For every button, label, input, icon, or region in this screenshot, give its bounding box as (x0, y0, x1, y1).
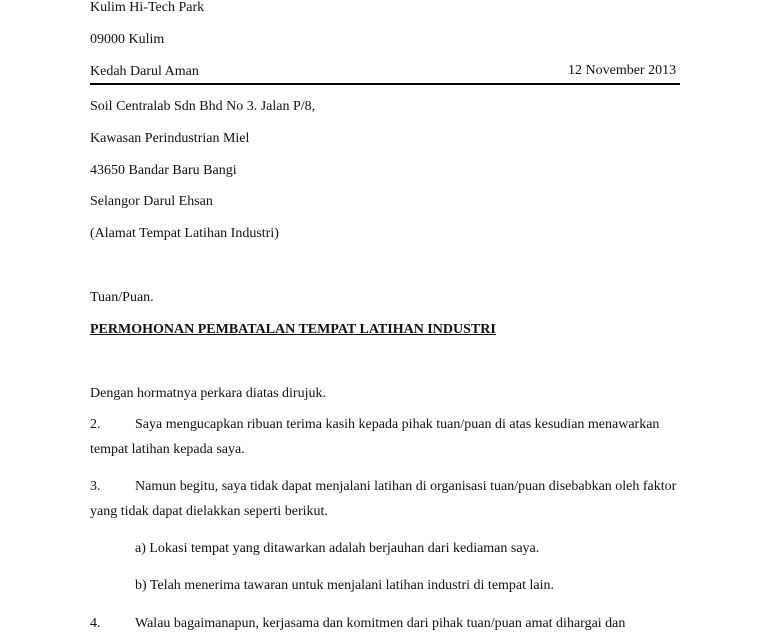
letter-date: 12 November 2013 (568, 63, 677, 78)
recipient-address-line-1: Soil Centralab Sdn Bhd No 3. Jalan P/8, (90, 99, 316, 114)
recipient-address-line-3: 43650 Bandar Baru Bangi (90, 163, 237, 178)
recipient-address-line-2: Kawasan Perindustrian Miel (90, 131, 250, 146)
salutation: Tuan/Puan. (90, 290, 154, 305)
recipient-address-line-4: Selangor Darul Ehsan (90, 194, 213, 209)
paragraph-3-text: Namun begitu, saya tidak dapat menjalani latihan di organisasi tuan/puan disebabkan oleh faktor (135, 479, 677, 494)
paragraph-4-number: 4. (90, 616, 101, 631)
reason-b: b) Telah menerima tawaran untuk menjalani latihan industri di tempat lain. (135, 578, 555, 593)
header-divider (90, 83, 680, 85)
paragraph-4-text: Walau bagaimanapun, kerjasama dan komitmen dari pihak tuan/puan amat dihargai dan (135, 616, 626, 631)
paragraph-3-continuation: yang tidak dapat dielakkan seperti berikut. (90, 504, 328, 519)
paragraph-2-number: 2. (90, 417, 101, 432)
paragraph-2-continuation: tempat latihan kepada saya. (90, 442, 245, 457)
reason-a: a) Lokasi tempat yang ditawarkan adalah berjauhan dari kediaman saya. (135, 541, 540, 556)
paragraph-3-number: 3. (90, 479, 101, 494)
sender-address-line-3: Kedah Darul Aman (90, 64, 199, 79)
opening-line: Dengan hormatnya perkara diatas dirujuk. (90, 386, 326, 401)
letter-subject: PERMOHONAN PEMBATALAN TEMPAT LATIHAN INDUSTRI (90, 322, 496, 337)
sender-address-line-2: 09000 Kulim (90, 32, 165, 47)
sender-address-line-1: Kulim Hi-Tech Park (90, 0, 205, 15)
recipient-address-line-5: (Alamat Tempat Latihan Industri) (90, 226, 279, 241)
paragraph-2-text: Saya mengucapkan ribuan terima kasih kepada pihak tuan/puan di atas kesudian menawarkan (135, 417, 660, 432)
